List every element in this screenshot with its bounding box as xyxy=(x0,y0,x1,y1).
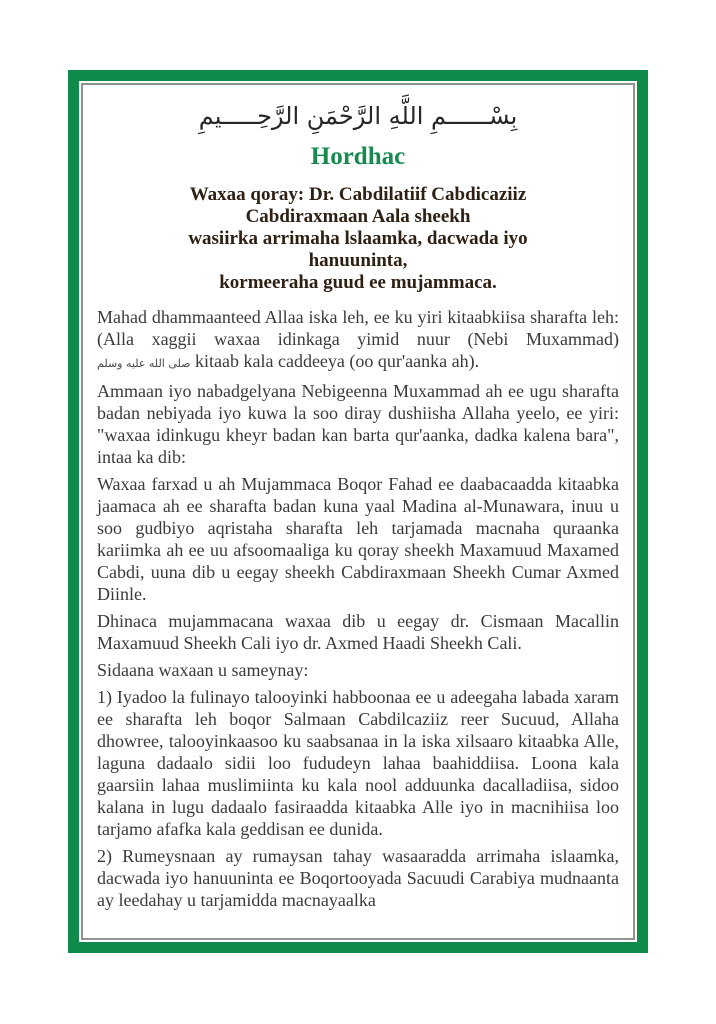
decorative-border-outer xyxy=(68,70,648,953)
page-title: Hordhac xyxy=(310,143,406,170)
paragraph-1 xyxy=(97,306,619,375)
author-byline xyxy=(97,184,619,294)
paragraph-1-text: Mahad dhammaanteed Allaa iska leh, ee ku yiri kitaabkiisa sharafta leh: (Alla xaggii waxaa idinkaga yimid nuur (Nebi Muxammad) xyxy=(97,307,619,349)
byline-line-1: Waxaa qoray: Dr. Cabdilatiif Cabdicaziiz xyxy=(189,184,527,205)
byline-line-4: hanuuninta, xyxy=(308,250,408,271)
body-text xyxy=(97,306,619,911)
byline-line-5: kormeeraha guud ee mujammaca. xyxy=(219,272,497,293)
decorative-border-inner xyxy=(81,83,635,940)
paragraph-5: Sidaana waxaan u sameynay: xyxy=(97,660,309,680)
paragraph-2: Ammaan iyo nabadgelyana Nebigeenna Muxammad ah ee ugu sharafta badan nebiyada iyo kuwa la soo diray dushiisha Allaha yeelo, ee yiri: "waxaa idinkugu kheyr badan kan barta qur'aanka, dadka kalena bara", intaa ka dib: xyxy=(97,381,619,467)
paragraph-7-list-item-2: 2) Rumeysnaan ay rumaysan tahay wasaaradda arrimaha islaamka, dacwada iyo hanuuninta ee Boqortooyada Sacuudi Carabiya mudnaanta ay leedahay u tarjamidda macnayaalka xyxy=(97,846,619,910)
paragraph-1-text-continued: kitaab kala caddeeya (oo qur'aanka ah). xyxy=(195,351,480,371)
byline-line-2: Cabdiraxmaan Aala sheekh xyxy=(245,206,471,227)
paragraph-6-list-item-1: 1) Iyadoo la fulinayo talooyinki habboonaa ee u adeegaha labada xaram ee sharafta leh boqor Salmaan Cabdilcaziiz reer Sucuud, Allaha dhowree, talooyinkaasoo ku saabsanaa in la iska xilsaaro kitaabka Alle, laguna dadaalo sidii loo fududeyn lahaa baahiddiisa. Loona kala gaarsiin lahaa muslimiinta ku kala nool adduunka dacalladiisa, sidoo kalana in lugu dadaalo fasiraadda kitaabka Alle iyo in macnihiisa loo tarjamo afafka kala geddisan ee dunida. xyxy=(97,687,619,839)
paragraph-4: Dhinaca mujammacana waxaa dib u eegay dr. Cismaan Macallin Maxamuud Sheekh Cali iyo dr. Axmed Haadi Sheekh Cali. xyxy=(97,611,619,653)
paragraph-3: Waxaa farxad u ah Mujammaca Boqor Fahad ee daabacaadda kitaabka jaamaca ah ee sharafta badan kuna yaal Madina al-Munawara, inuu u soo gudbiyo aqristaha sharafta leh tarjamada macnaha quraanka kariimka ah ee uu afsoomaaliga ku qoray sheekh Maxamuud Maxamed Cabdi, uuna dib u eegay sheekh Cabdiraxmaan Sheekh Cumar Axmed Diinle. xyxy=(97,474,619,604)
salawat-honorific-arabic: صلى الله عليه وسلم xyxy=(97,357,191,370)
bismillah-calligraphy: بِسْــــــمِ اللَّهِ الرَّحْمَنِ الرَّحِـــــيمِ xyxy=(198,102,518,130)
byline-line-3: wasiirka arrimaha lslaamka, dacwada iyo xyxy=(188,228,528,249)
